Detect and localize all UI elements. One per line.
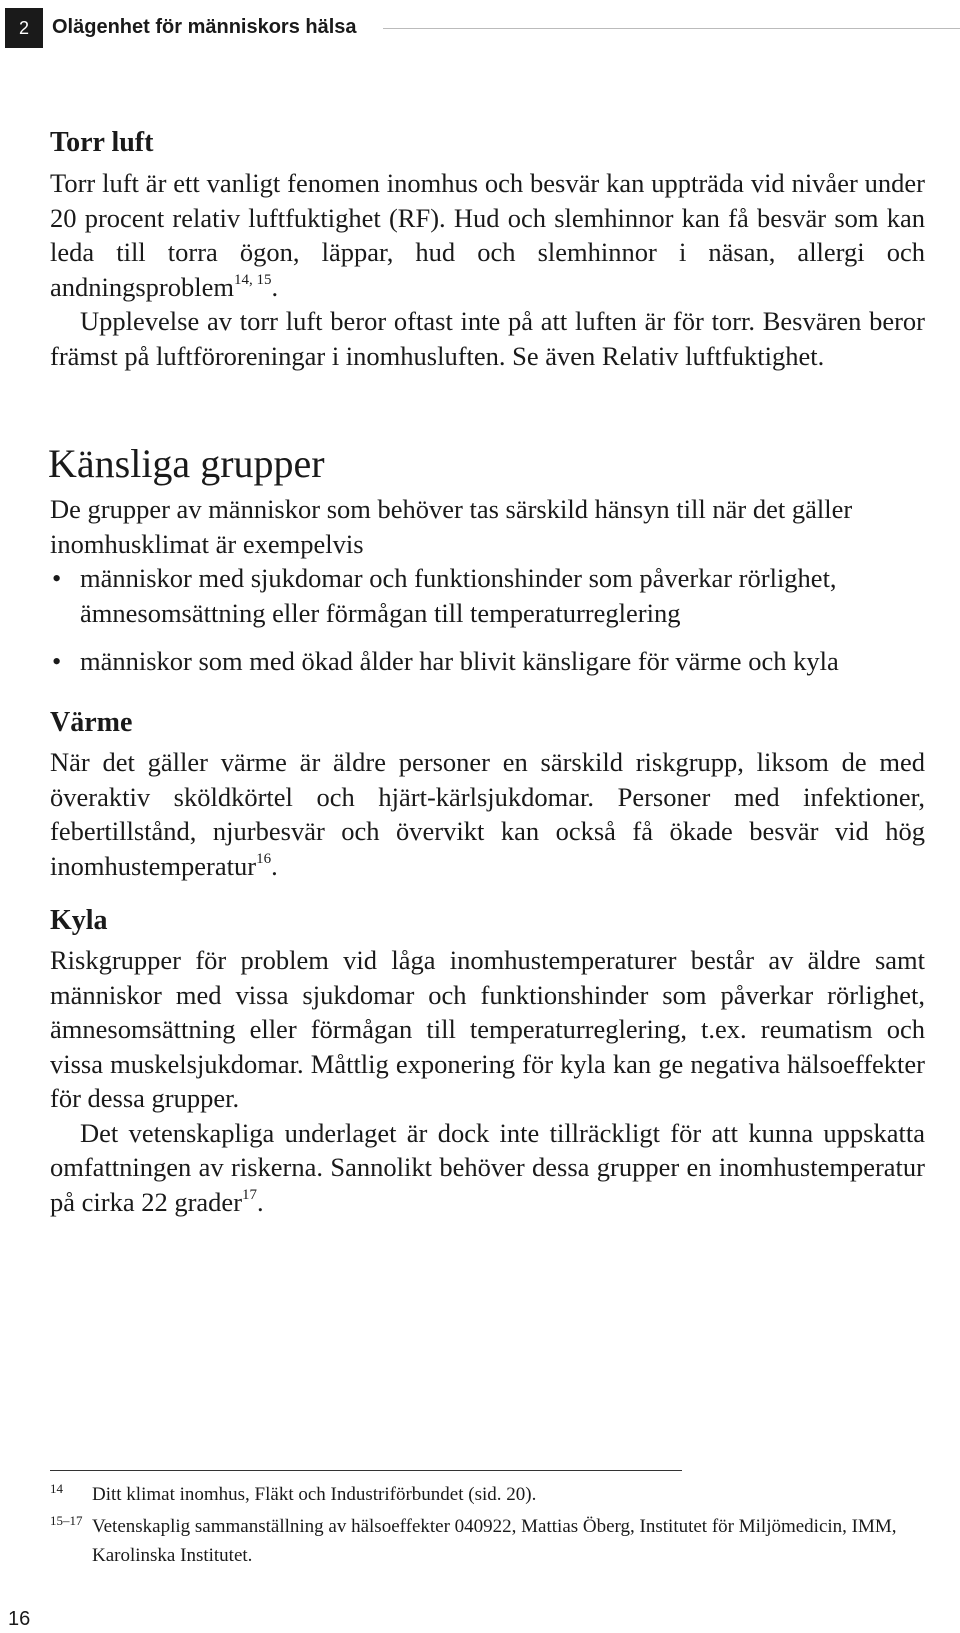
heading-kyla: Kyla [50,905,108,936]
heading-kansliga-grupper: Känsliga grupper [48,441,325,486]
list-item: • människor med sjukdomar och funktionshinder som påverkar rörlighet, ämnesomsättning eller förmågan till temperaturreglering [52,563,837,628]
footnote-number: 14 [50,1481,63,1496]
footnote [50,1512,900,1570]
chapter-title: Olägenhet för människors hälsa [52,16,357,38]
paragraph: Upplevelse av torr luft beror oftast inte på att luften är för torr. Besvären beror främst på luftföroreningar i inomhusluften. Se även Relativ luftfuktighet. [50,306,925,371]
footnote-text: Ditt klimat inomhus, Fläkt och Industriförbundet (sid. 20). [92,1484,537,1505]
paragraph: De grupper av människor som behöver tas särskild hänsyn till när det gäller inomhusklimat är exempelvis [50,494,853,559]
section-torr-luft [50,166,925,373]
heading-varme: Värme [50,707,133,738]
chapter-number: 2 [5,8,43,48]
footnote-rule [50,1470,682,1471]
footnote [50,1480,900,1509]
bullet-icon: • [52,563,62,593]
list-item: • människor som med ökad ålder har blivit känsligare för värme och kyla [50,644,925,679]
paragraph: Torr luft är ett vanligt fenomen inomhus och besvär kan uppträda vid nivåer under 20 procent relativ luftfuktighet (RF). Hud och slemhinnor kan få besvär som kan leda till torra ögon, läppar, hud och slemhinnor i näsan, allergi och andningsproblem$^{14, 15}$. [50,168,925,302]
bullet-icon: • [52,646,62,676]
page-number: 16 [8,1608,31,1630]
header-rule [383,28,960,29]
heading-torr-luft: Torr luft [50,127,154,158]
section-varme [50,745,925,883]
reference-sup: 17 [242,1186,258,1203]
paragraph: När det gäller värme är äldre personer en särskild riskgrupp, liksom de med överaktiv sköldkörtel och hjärt-kärlsjukdomar. Personer med infektioner, febertillstånd, njurbesvär och övervikt kan också få ökade besvär vid hög inomhustemperatur$^{16}$. [50,747,925,881]
paragraph: Riskgrupper för problem vid låga inomhustemperaturer består av äldre samt människor med vissa sjukdomar och funktionshinder som påverkar rörlighet, ämnesomsättning eller förmågan till temperaturreglering, t.ex. reumatism och vissa muskelsjukdomar. Måttlig exponering för kyla kan ge negativa hälsoeffekter för dessa grupper. [50,945,925,1113]
paragraph: Det vetenskapliga underlaget är dock inte tillräckligt för att kunna uppskatta omfattningen av riskerna. Sannolikt behöver dessa grupper en inomhustemperatur på cirka 22 grader$^{17}$. [50,1117,925,1217]
bullet-list [50,561,925,679]
footnote-number: 15–17 [50,1513,83,1528]
section-kyla [50,943,925,1219]
reference-sup: 16 [256,850,272,867]
reference-sup: 14, 15 [234,271,272,288]
footnote-text: Vetenskaplig sammanställning av hälsoeffekter 040922, Mattias Öberg, Institutet för Miljömedicin, IMM, Karolinska Institutet. [92,1516,897,1566]
